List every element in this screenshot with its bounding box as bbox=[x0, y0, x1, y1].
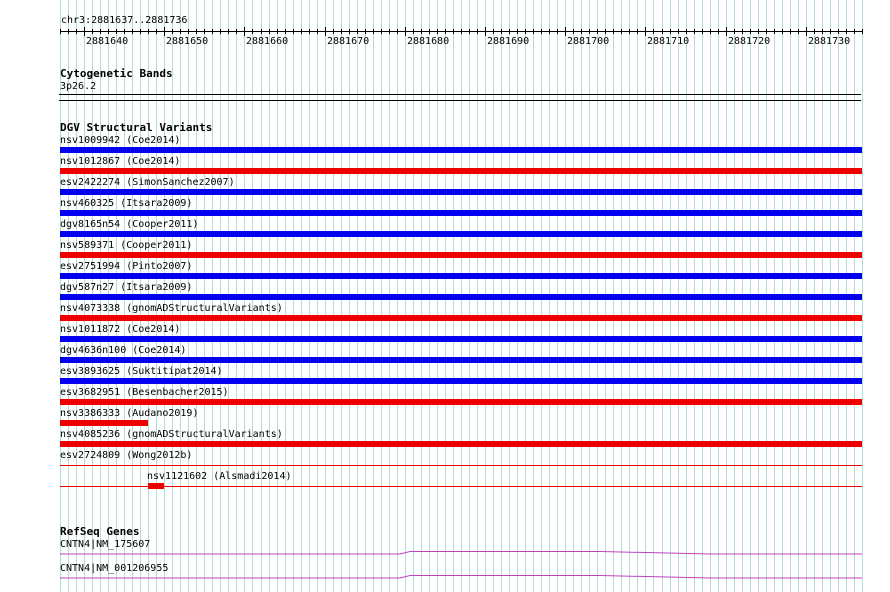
variant-bar-loss[interactable] bbox=[148, 483, 164, 489]
ruler-tick-label: 2881690 bbox=[487, 36, 530, 47]
variant-bar-loss[interactable] bbox=[60, 441, 862, 447]
gene-label[interactable]: CNTN4|NM_001206955 bbox=[60, 563, 169, 574]
variant-label[interactable]: dgv587n27 (Itsara2009) bbox=[60, 282, 193, 293]
ruler-position-label: chr3:2881637..2881736 bbox=[61, 15, 188, 26]
gene-intron-line[interactable] bbox=[0, 550, 890, 558]
variant-label[interactable]: nsv1009942 (Coe2014) bbox=[60, 135, 181, 146]
variant-label[interactable]: esv3893625 (Suktitipat2014) bbox=[60, 366, 223, 377]
variant-bar-gain[interactable] bbox=[60, 189, 862, 195]
ruler-tick-label: 2881670 bbox=[327, 36, 370, 47]
variant-bar-loss[interactable] bbox=[60, 315, 862, 321]
variant-bar-gain[interactable] bbox=[60, 210, 862, 216]
variant-bar-loss[interactable] bbox=[60, 399, 862, 405]
ruler-tick-label: 2881710 bbox=[647, 36, 690, 47]
variant-bar-gain[interactable] bbox=[60, 357, 862, 363]
ruler-tick-label: 2881650 bbox=[166, 36, 209, 47]
refseq-title: RefSeq Genes bbox=[60, 525, 140, 538]
ruler-tick-label: 2881730 bbox=[808, 36, 851, 47]
ruler-tick-label: 2881680 bbox=[407, 36, 450, 47]
cytoband-title: Cytogenetic Bands bbox=[60, 67, 173, 80]
variant-label[interactable]: nsv1012867 (Coe2014) bbox=[60, 156, 181, 167]
variant-label[interactable]: esv3682951 (Besenbacher2015) bbox=[60, 387, 229, 398]
variant-label[interactable]: dgv8165n54 (Cooper2011) bbox=[60, 219, 199, 230]
variant-label[interactable]: nsv1121602 (Alsmadi2014) bbox=[147, 471, 292, 482]
variant-bar-loss[interactable] bbox=[60, 168, 862, 174]
ruler-tick-label: 2881640 bbox=[86, 36, 129, 47]
variant-line bbox=[60, 486, 862, 487]
variant-label[interactable]: nsv460325 (Itsara2009) bbox=[60, 198, 193, 209]
variant-label[interactable]: nsv4085236 (gnomADStructuralVariants) bbox=[60, 429, 283, 440]
variant-label[interactable]: nsv3386333 (Audano2019) bbox=[60, 408, 199, 419]
track-divider bbox=[59, 100, 861, 101]
variant-label[interactable]: nsv4073338 (gnomADStructuralVariants) bbox=[60, 303, 283, 314]
variant-bar-gain[interactable] bbox=[60, 336, 862, 342]
gene-label[interactable]: CNTN4|NM_175607 bbox=[60, 539, 151, 550]
variant-label[interactable]: esv2422274 (SimonSanchez2007) bbox=[60, 177, 235, 188]
variant-line bbox=[60, 465, 862, 466]
variant-bar-gain[interactable] bbox=[60, 273, 862, 279]
variant-bar-loss[interactable] bbox=[60, 420, 148, 426]
ruler-tick-label: 2881700 bbox=[567, 36, 610, 47]
variant-label[interactable]: dgv4636n100 (Coe2014) bbox=[60, 345, 187, 356]
variant-bar-gain[interactable] bbox=[60, 378, 862, 384]
variant-bar-gain[interactable] bbox=[60, 147, 862, 153]
ruler-tick-label: 2881660 bbox=[246, 36, 289, 47]
cytoband-bar bbox=[59, 94, 861, 95]
variant-label[interactable]: nsv589371 (Cooper2011) bbox=[60, 240, 193, 251]
variant-bar-gain[interactable] bbox=[60, 294, 862, 300]
variant-bar-loss[interactable] bbox=[60, 252, 862, 258]
cytoband-label: 3p26.2 bbox=[60, 81, 97, 92]
ruler-tick-label: 2881720 bbox=[728, 36, 771, 47]
variant-label[interactable]: esv2751994 (Pinto2007) bbox=[60, 261, 193, 272]
variant-label[interactable]: nsv1011872 (Coe2014) bbox=[60, 324, 181, 335]
ruler-axis bbox=[0, 0, 890, 60]
gene-intron-line[interactable] bbox=[0, 574, 890, 582]
dgv-title: DGV Structural Variants bbox=[60, 121, 213, 134]
variant-label[interactable]: esv2724809 (Wong2012b) bbox=[60, 450, 193, 461]
variant-bar-gain[interactable] bbox=[60, 231, 862, 237]
